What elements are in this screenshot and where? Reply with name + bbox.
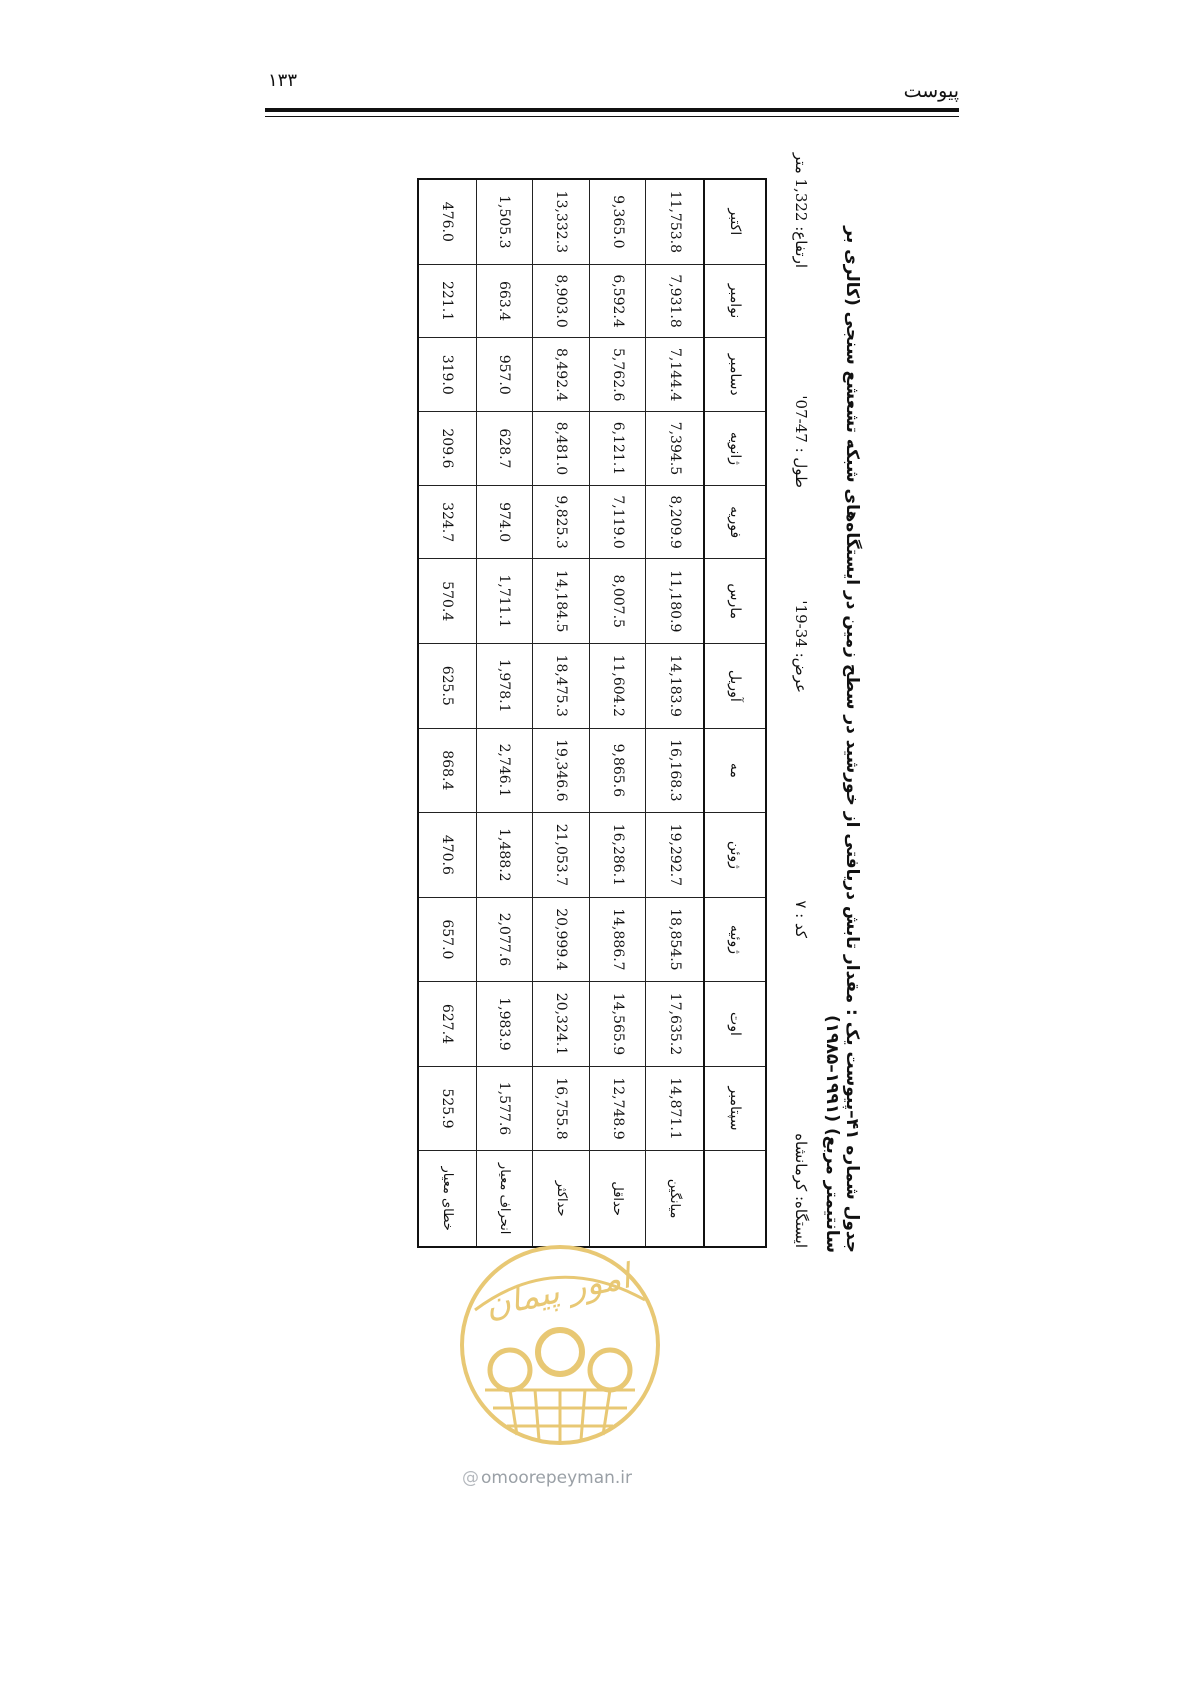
table-cell: 1,711.1: [476, 559, 533, 644]
table-cell: 324.7: [418, 485, 476, 559]
table-cell: 525.9: [418, 1066, 476, 1151]
table-cell: 7,144.4: [646, 338, 704, 412]
table-cell: 13,332.3: [533, 179, 590, 264]
table-cell: 221.1: [418, 264, 476, 338]
station-code: کد : ۷: [792, 900, 810, 938]
table-cell: 14,183.9: [646, 644, 704, 729]
table-cell: 5,762.6: [589, 338, 646, 412]
column-header: ژانویه: [704, 412, 766, 486]
table-cell: 11,180.9: [646, 559, 704, 644]
table-cell: 476.0: [418, 179, 476, 264]
section-title: پیوست: [903, 80, 959, 102]
rotated-content: [382, 152, 862, 1268]
table-cell: 470.6: [418, 813, 476, 898]
solar-radiation-table: [417, 178, 767, 1248]
table-cell: 628.7: [476, 412, 533, 486]
table-cell: 1,978.1: [476, 644, 533, 729]
column-header: نوامبر: [704, 264, 766, 338]
table-cell: 14,886.7: [589, 897, 646, 982]
table-cell: 627.4: [418, 982, 476, 1067]
table-cell: 14,871.1: [646, 1066, 704, 1151]
row-label: حداکثر: [533, 1151, 590, 1247]
table-header-row: [704, 179, 766, 1247]
table-row: [533, 179, 590, 1247]
table-cell: 18,854.5: [646, 897, 704, 982]
table-cell: 9,825.3: [533, 485, 590, 559]
table-cell: 19,346.6: [533, 728, 590, 813]
table-cell: 14,565.9: [589, 982, 646, 1067]
table-cell: 16,286.1: [589, 813, 646, 898]
table-cell: 319.0: [418, 338, 476, 412]
table-cell: 663.4: [476, 264, 533, 338]
table-cell: 1,488.2: [476, 813, 533, 898]
table-row: [476, 179, 533, 1247]
row-label: حداقل: [589, 1151, 646, 1247]
table-cell: 8,481.0: [533, 412, 590, 486]
column-header: ژوئیه: [704, 897, 766, 982]
column-header: [704, 1151, 766, 1247]
station-info: [786, 152, 810, 1268]
table-cell: 11,604.2: [589, 644, 646, 729]
table-caption: جدول شماره ۴۱–پیوست یک : مقدار تابش دریافتی از خورشید در سطح زمین در ایستگاه‌های شبکه تشعشع سنجی (کالری بر سانتیمتر مربع) (۱۹۹۱–۱۹۸۵): [822, 226, 862, 1253]
table-cell: 16,755.8: [533, 1066, 590, 1151]
table-cell: 2,746.1: [476, 728, 533, 813]
column-header: اکتبر: [704, 179, 766, 264]
row-label: انحراف معیار: [476, 1151, 533, 1247]
table-cell: 8,903.0: [533, 264, 590, 338]
seal-logo-icon: [455, 1240, 665, 1450]
station-longitude: طول : 47-07': [792, 395, 810, 488]
station-name: ایستگاه: کرمانشاه: [792, 1133, 810, 1248]
table-cell: 19,292.7: [646, 813, 704, 898]
table-cell: 20,999.4: [533, 897, 590, 982]
table-cell: 570.4: [418, 559, 476, 644]
table-cell: 7,119.0: [589, 485, 646, 559]
watermark-url: @ omoorepeyman.ir: [462, 1468, 633, 1488]
station-altitude: ارتفاع: 1,322 متر: [792, 152, 810, 268]
table-cell: 868.4: [418, 728, 476, 813]
table-row: [646, 179, 704, 1247]
column-header: دسامبر: [704, 338, 766, 412]
table-cell: 957.0: [476, 338, 533, 412]
row-label: خطای معیار: [418, 1151, 476, 1247]
station-latitude: عرض: 34-19': [792, 600, 810, 693]
table-row: [589, 179, 646, 1247]
table-cell: 9,865.6: [589, 728, 646, 813]
table-cell: 17,635.2: [646, 982, 704, 1067]
table-cell: 7,931.8: [646, 264, 704, 338]
header-rule-thin: [265, 116, 959, 117]
table-cell: 8,492.4: [533, 338, 590, 412]
table-cell: 657.0: [418, 897, 476, 982]
table-cell: 21,053.7: [533, 813, 590, 898]
table-cell: 8,007.5: [589, 559, 646, 644]
table-cell: 11,753.8: [646, 179, 704, 264]
table-cell: 20,324.1: [533, 982, 590, 1067]
table-cell: 8,209.9: [646, 485, 704, 559]
table-cell: 1,983.9: [476, 982, 533, 1067]
table-cell: 6,121.1: [589, 412, 646, 486]
table-cell: 14,184.5: [533, 559, 590, 644]
table-cell: 1,577.6: [476, 1066, 533, 1151]
table-cell: 625.5: [418, 644, 476, 729]
svg-text:امور پیمان: امور پیمان: [481, 1256, 634, 1327]
table-cell: 12,748.9: [589, 1066, 646, 1151]
column-header: فوریه: [704, 485, 766, 559]
column-header: آوریل: [704, 644, 766, 729]
column-header: مارس: [704, 559, 766, 644]
table-cell: 7,394.5: [646, 412, 704, 486]
column-header: مه: [704, 728, 766, 813]
table-cell: 1,505.3: [476, 179, 533, 264]
table-row: [418, 179, 476, 1247]
row-label: میانگین: [646, 1151, 704, 1247]
table-cell: 16,168.3: [646, 728, 704, 813]
page-number: ۱۳۳: [268, 70, 298, 91]
header-rule: [265, 108, 959, 112]
column-header: اوت: [704, 982, 766, 1067]
table-cell: 974.0: [476, 485, 533, 559]
at-icon: @: [462, 1468, 479, 1488]
table-cell: 209.6: [418, 412, 476, 486]
column-header: سپتامبر: [704, 1066, 766, 1151]
table-cell: 18,475.3: [533, 644, 590, 729]
table-cell: 2,077.6: [476, 897, 533, 982]
column-header: ژوئن: [704, 813, 766, 898]
table-cell: 9,365.0: [589, 179, 646, 264]
table-cell: 6,592.4: [589, 264, 646, 338]
